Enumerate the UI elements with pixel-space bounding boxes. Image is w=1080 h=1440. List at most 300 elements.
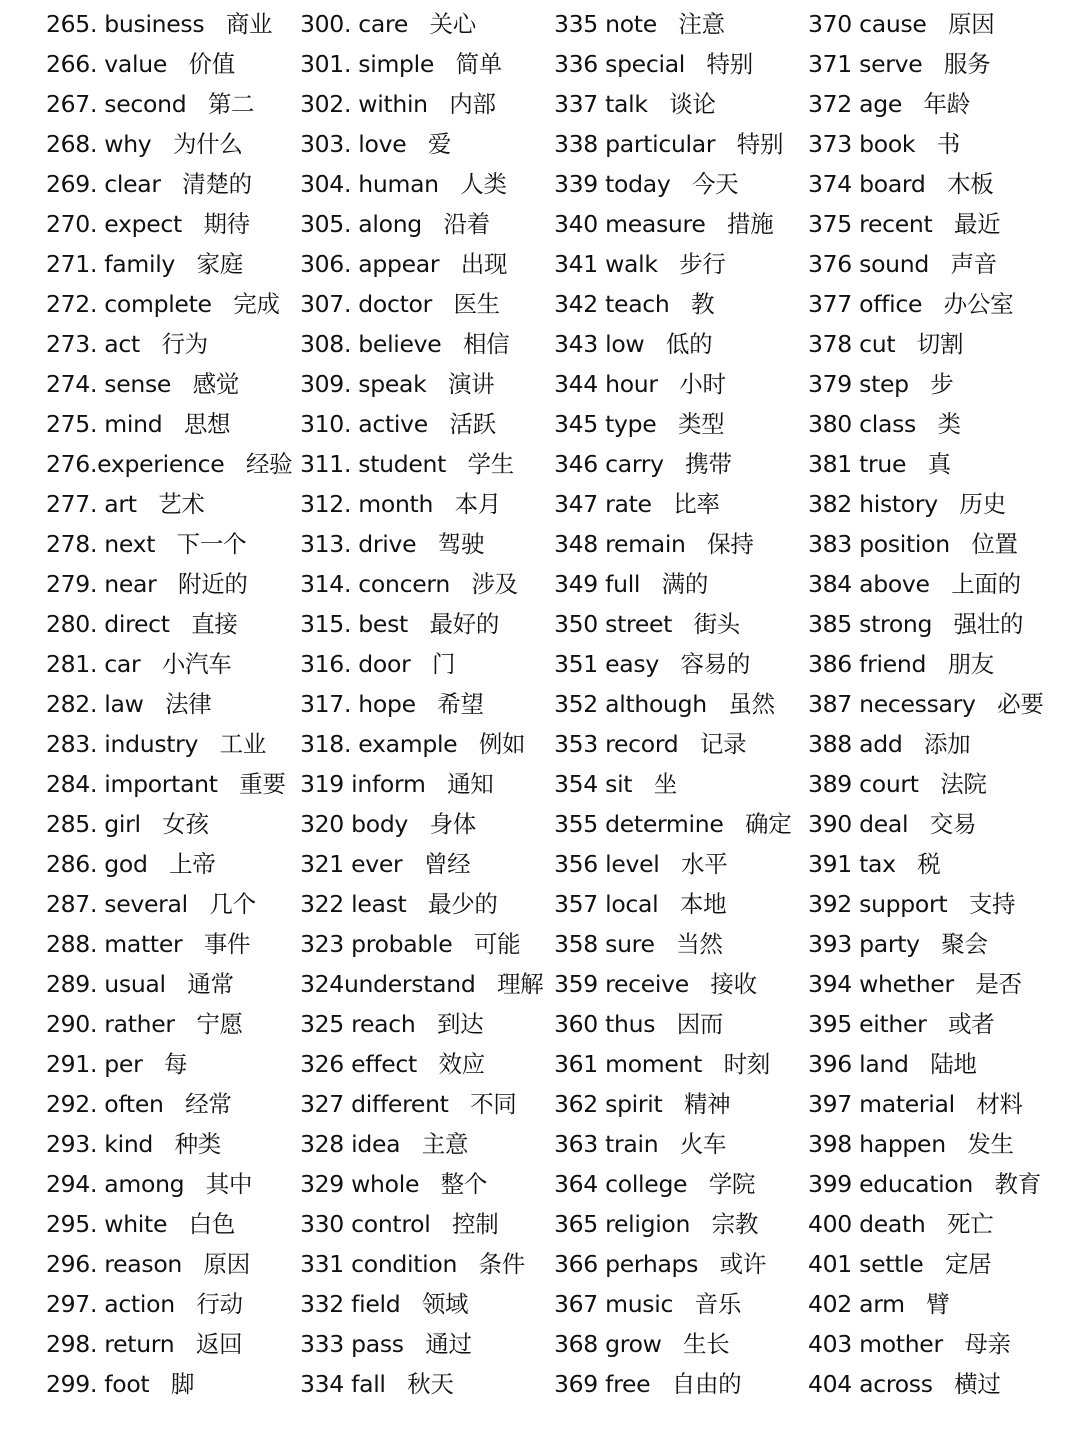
chinese-meaning: 女孩	[162, 810, 209, 838]
vocab-entry	[46, 604, 296, 644]
english-word: 278. next	[46, 530, 156, 558]
chinese-meaning: 自由的	[671, 1370, 742, 1398]
vocab-entry	[46, 1284, 296, 1324]
english-word: 335 note	[554, 10, 657, 38]
english-word: 301. simple	[300, 50, 435, 78]
chinese-meaning: 家庭	[196, 250, 243, 278]
english-word: 364 college	[554, 1170, 688, 1198]
vocab-entry	[300, 164, 550, 204]
vocab-entry	[554, 764, 804, 804]
english-word: 378 cut	[808, 330, 896, 358]
chinese-meaning: 小时	[679, 370, 726, 398]
vocab-entry	[300, 804, 550, 844]
chinese-meaning: 水平	[681, 850, 728, 878]
vocab-entry	[46, 1124, 296, 1164]
chinese-meaning: 或者	[948, 1010, 995, 1038]
english-word: 353 record	[554, 730, 679, 758]
vocab-entry	[554, 1004, 804, 1044]
vocab-entry	[808, 964, 1058, 1004]
vocab-column-4	[808, 4, 1058, 1404]
vocab-entry	[554, 4, 804, 44]
english-word: 397 material	[808, 1090, 955, 1118]
chinese-meaning: 特别	[706, 50, 753, 78]
vocab-entry	[808, 1124, 1058, 1164]
chinese-meaning: 记录	[699, 730, 747, 758]
vocab-entry	[300, 964, 550, 1004]
vocab-entry	[808, 284, 1058, 324]
english-word: 334 fall	[300, 1370, 386, 1398]
vocab-entry	[554, 204, 804, 244]
english-word: 326 effect	[300, 1050, 417, 1078]
vocab-entry	[46, 1364, 296, 1404]
english-word: 395 either	[808, 1010, 927, 1038]
vocab-entry	[808, 1284, 1058, 1324]
vocab-entry	[46, 924, 296, 964]
english-word: 327 different	[300, 1090, 449, 1118]
vocab-entry	[554, 444, 804, 484]
english-word: 362 spirit	[554, 1090, 663, 1118]
chinese-meaning: 小汽车	[161, 650, 232, 678]
chinese-meaning: 主意	[421, 1130, 469, 1158]
vocab-entry	[554, 1324, 804, 1364]
chinese-meaning: 真	[927, 450, 951, 478]
chinese-meaning: 接收	[710, 970, 757, 998]
chinese-meaning: 出现	[460, 250, 508, 278]
chinese-meaning: 办公室	[943, 290, 1014, 318]
chinese-meaning: 通过	[425, 1330, 472, 1358]
chinese-meaning: 宗教	[711, 1210, 759, 1238]
chinese-meaning: 本地	[679, 890, 727, 918]
english-word: 302. within	[300, 90, 428, 118]
english-word: 304. human	[300, 170, 439, 198]
chinese-meaning: 商业	[225, 10, 273, 38]
vocab-entry	[808, 644, 1058, 684]
chinese-meaning: 当然	[676, 930, 723, 958]
chinese-meaning: 思想	[183, 410, 231, 438]
vocab-entry	[300, 884, 550, 924]
english-word: 339 today	[554, 170, 671, 198]
english-word: 342 teach	[554, 290, 670, 318]
chinese-meaning: 价值	[188, 50, 235, 78]
vocab-entry	[808, 804, 1058, 844]
chinese-meaning: 因而	[676, 1010, 724, 1038]
vocab-entry	[46, 804, 296, 844]
chinese-meaning: 种类	[174, 1130, 221, 1158]
chinese-meaning: 位置	[971, 530, 1018, 558]
english-word: 359 receive	[554, 970, 689, 998]
vocab-entry	[808, 1244, 1058, 1284]
chinese-meaning: 发生	[967, 1130, 1014, 1158]
english-word: 291. per	[46, 1050, 143, 1078]
chinese-meaning: 内部	[449, 90, 496, 118]
chinese-meaning: 街头	[693, 610, 740, 638]
chinese-meaning: 不同	[470, 1090, 517, 1118]
vocab-entry	[300, 924, 550, 964]
chinese-meaning: 沿着	[443, 210, 490, 238]
vocab-column-1	[46, 4, 296, 1404]
chinese-meaning: 爱	[427, 130, 452, 158]
english-word: 274. sense	[46, 370, 172, 398]
chinese-meaning: 通知	[447, 770, 494, 798]
chinese-meaning: 虽然	[728, 690, 775, 718]
chinese-meaning: 第二	[207, 90, 255, 118]
chinese-meaning: 整个	[440, 1170, 488, 1198]
chinese-meaning: 下一个	[176, 530, 247, 558]
english-word: 401 settle	[808, 1250, 924, 1278]
chinese-meaning: 步行	[679, 250, 726, 278]
english-word: 349 full	[554, 570, 641, 598]
chinese-meaning: 门	[431, 650, 456, 678]
english-word: 305. along	[300, 210, 422, 238]
english-word: 280. direct	[46, 610, 170, 638]
chinese-meaning: 几个	[209, 890, 256, 918]
english-word: 390 deal	[808, 810, 909, 838]
vocab-entry	[46, 484, 296, 524]
english-word: 300. care	[300, 10, 409, 38]
english-word: 385 strong	[808, 610, 933, 638]
vocab-entry	[46, 844, 296, 884]
chinese-meaning: 声音	[950, 250, 997, 278]
vocab-entry	[46, 524, 296, 564]
english-word: 358 sure	[554, 930, 655, 958]
english-word: 279. near	[46, 570, 157, 598]
english-word: 379 step	[808, 370, 909, 398]
english-word: 276.experience	[46, 450, 225, 478]
english-word: 354 sit	[554, 770, 633, 798]
chinese-meaning: 希望	[437, 690, 484, 718]
chinese-meaning: 经常	[185, 1090, 232, 1118]
english-word: 306. appear	[300, 250, 440, 278]
chinese-meaning: 附近的	[178, 570, 248, 598]
vocab-entry	[554, 1124, 804, 1164]
chinese-meaning: 行动	[196, 1290, 243, 1318]
chinese-meaning: 定居	[944, 1250, 992, 1278]
english-word: 318. example	[300, 730, 458, 758]
english-word: 367 music	[554, 1290, 674, 1318]
english-word: 389 court	[808, 770, 919, 798]
vocab-entry	[554, 844, 804, 884]
vocab-entry	[300, 684, 550, 724]
chinese-meaning: 返回	[195, 1330, 243, 1358]
chinese-meaning: 教育	[994, 1170, 1041, 1198]
vocab-entry	[46, 1204, 296, 1244]
chinese-meaning: 交易	[929, 810, 977, 838]
vocab-entry	[808, 524, 1058, 564]
vocab-entry	[46, 124, 296, 164]
english-word: 337 talk	[554, 90, 648, 118]
chinese-meaning: 上帝	[169, 850, 216, 878]
vocab-entry	[808, 924, 1058, 964]
vocab-entry	[808, 84, 1058, 124]
english-word: 319 inform	[300, 770, 426, 798]
english-word: 400 death	[808, 1210, 926, 1238]
english-word: 348 remain	[554, 530, 686, 558]
english-word: 387 necessary	[808, 690, 976, 718]
chinese-meaning: 低的	[665, 330, 713, 358]
english-word: 310. active	[300, 410, 428, 438]
chinese-meaning: 满的	[661, 570, 709, 598]
vocab-entry	[554, 804, 804, 844]
english-word: 312. month	[300, 490, 434, 518]
english-word: 368 grow	[554, 1330, 662, 1358]
english-word: 381 true	[808, 450, 907, 478]
english-word: 369 free	[554, 1370, 651, 1398]
vocab-entry	[46, 1084, 296, 1124]
english-word: 376 sound	[808, 250, 929, 278]
english-word: 323 probable	[300, 930, 453, 958]
chinese-meaning: 效应	[438, 1050, 485, 1078]
english-word: 289. usual	[46, 970, 166, 998]
chinese-meaning: 教	[691, 290, 715, 318]
vocab-entry	[554, 1084, 804, 1124]
english-word: 272. complete	[46, 290, 212, 318]
vocab-entry	[300, 4, 550, 44]
vocab-entry	[554, 724, 804, 764]
vocab-entry	[554, 884, 804, 924]
vocab-entry	[300, 1044, 550, 1084]
vocab-entry	[300, 1204, 550, 1244]
vocab-entry	[808, 324, 1058, 364]
chinese-meaning: 步	[930, 370, 954, 398]
vocab-entry	[554, 1364, 804, 1404]
english-word: 336 special	[554, 50, 686, 78]
chinese-meaning: 完成	[233, 290, 280, 318]
chinese-meaning: 谈论	[669, 90, 716, 118]
english-word: 317. hope	[300, 690, 416, 718]
vocab-entry	[808, 364, 1058, 404]
vocab-entry	[300, 124, 550, 164]
vocab-entry	[300, 324, 550, 364]
chinese-meaning: 白色	[188, 1210, 236, 1238]
english-word: 297. action	[46, 1290, 175, 1318]
chinese-meaning: 控制	[452, 1210, 499, 1238]
english-word: 350 street	[554, 610, 673, 638]
english-word: 347 rate	[554, 490, 652, 518]
english-word: 356 level	[554, 850, 660, 878]
vocab-entry	[46, 44, 296, 84]
english-word: 398 happen	[808, 1130, 946, 1158]
vocab-entry	[554, 364, 804, 404]
vocab-entry	[46, 1004, 296, 1044]
chinese-meaning: 脚	[170, 1370, 195, 1398]
vocab-entry	[808, 764, 1058, 804]
vocab-entry	[808, 1044, 1058, 1084]
vocab-entry	[300, 764, 550, 804]
vocab-entry	[300, 364, 550, 404]
english-word: 384 above	[808, 570, 930, 598]
chinese-meaning: 曾经	[423, 850, 471, 878]
vocab-entry	[808, 4, 1058, 44]
vocab-entry	[46, 1044, 296, 1084]
english-word: 303. love	[300, 130, 407, 158]
english-word: 286. god	[46, 850, 148, 878]
english-word: 373 book	[808, 130, 916, 158]
chinese-meaning: 保持	[707, 530, 754, 558]
chinese-meaning: 演讲	[447, 370, 495, 398]
chinese-meaning: 经验	[245, 450, 293, 478]
english-word: 344 hour	[554, 370, 658, 398]
chinese-meaning: 切割	[916, 330, 964, 358]
english-word: 352 although	[554, 690, 707, 718]
chinese-meaning: 学生	[467, 450, 514, 478]
vocab-entry	[300, 284, 550, 324]
english-word: 284. important	[46, 770, 218, 798]
english-word: 382 history	[808, 490, 938, 518]
chinese-meaning: 最好的	[429, 610, 500, 638]
chinese-meaning: 时刻	[723, 1050, 770, 1078]
english-word: 268. why	[46, 130, 152, 158]
english-word: 316. door	[300, 650, 411, 678]
english-word: 294. among	[46, 1170, 185, 1198]
chinese-meaning: 最少的	[428, 890, 498, 918]
chinese-meaning: 或许	[719, 1250, 767, 1278]
english-word: 375 recent	[808, 210, 933, 238]
chinese-meaning: 精神	[683, 1090, 731, 1118]
vocab-entry	[46, 1164, 296, 1204]
english-word: 315. best	[300, 610, 408, 638]
vocab-entry	[808, 444, 1058, 484]
vocab-entry	[554, 1164, 804, 1204]
english-word: 283. industry	[46, 730, 199, 758]
vocab-entry	[808, 564, 1058, 604]
vocab-entry	[300, 604, 550, 644]
chinese-meaning: 理解	[496, 970, 544, 998]
vocab-entry	[808, 724, 1058, 764]
english-word: 307. doctor	[300, 290, 432, 318]
vocab-entry	[554, 404, 804, 444]
vocab-entry	[554, 924, 804, 964]
english-word: 292. often	[46, 1090, 164, 1118]
vocab-entry	[808, 1164, 1058, 1204]
chinese-meaning: 本月	[454, 490, 501, 518]
chinese-meaning: 措施	[727, 210, 774, 238]
vocab-entry	[808, 124, 1058, 164]
english-word: 343 low	[554, 330, 645, 358]
chinese-meaning: 重要	[239, 770, 286, 798]
vocab-entry	[300, 1244, 550, 1284]
vocab-column-3	[554, 4, 804, 1404]
english-word: 341 walk	[554, 250, 658, 278]
chinese-meaning: 必要	[997, 690, 1044, 718]
english-word: 287. several	[46, 890, 188, 918]
english-word: 404 across	[808, 1370, 933, 1398]
english-word: 266. value	[46, 50, 167, 78]
vocab-entry	[46, 284, 296, 324]
vocab-entry	[808, 844, 1058, 884]
vocab-entry	[300, 724, 550, 764]
vocab-entry	[300, 1324, 550, 1364]
vocab-entry	[300, 1364, 550, 1404]
chinese-meaning: 坐	[653, 770, 677, 798]
vocab-entry	[300, 1004, 550, 1044]
chinese-meaning: 艺术	[158, 490, 205, 518]
vocab-entry	[554, 964, 804, 1004]
chinese-meaning: 陆地	[930, 1050, 977, 1078]
english-word: 265. business	[46, 10, 205, 38]
english-word: 396 land	[808, 1050, 909, 1078]
english-word: 295. white	[46, 1210, 168, 1238]
chinese-meaning: 活跃	[449, 410, 496, 438]
english-word: 333 pass	[300, 1330, 404, 1358]
chinese-meaning: 今天	[691, 170, 739, 198]
english-word: 285. girl	[46, 810, 141, 838]
chinese-meaning: 横过	[954, 1370, 1001, 1398]
chinese-meaning: 秋天	[407, 1370, 454, 1398]
vocab-entry	[554, 244, 804, 284]
english-word: 281. car	[46, 650, 141, 678]
vocab-entry	[46, 204, 296, 244]
vocab-entry	[554, 1204, 804, 1244]
chinese-meaning: 法律	[165, 690, 212, 718]
vocab-entry	[300, 484, 550, 524]
chinese-meaning: 关心	[429, 10, 476, 38]
chinese-meaning: 类型	[677, 410, 725, 438]
vocab-entry	[300, 444, 550, 484]
english-word: 324understand	[300, 970, 476, 998]
vocab-entry	[46, 964, 296, 1004]
english-word: 370 cause	[808, 10, 927, 38]
english-word: 270. expect	[46, 210, 182, 238]
vocab-entry	[46, 244, 296, 284]
vocab-entry	[554, 84, 804, 124]
vocab-entry	[46, 564, 296, 604]
chinese-meaning: 人类	[460, 170, 507, 198]
english-word: 388 add	[808, 730, 903, 758]
vocab-entry	[554, 1284, 804, 1324]
vocab-entry	[46, 1244, 296, 1284]
chinese-meaning: 领域	[421, 1290, 469, 1318]
chinese-meaning: 可能	[473, 930, 521, 958]
vocab-entry	[554, 484, 804, 524]
chinese-meaning: 例如	[478, 730, 526, 758]
vocab-entry	[554, 1244, 804, 1284]
chinese-meaning: 音乐	[694, 1290, 742, 1318]
chinese-meaning: 身体	[429, 810, 476, 838]
english-word: 271. family	[46, 250, 176, 278]
english-word: 394 whether	[808, 970, 954, 998]
chinese-meaning: 材料	[976, 1090, 1023, 1118]
english-word: 361 moment	[554, 1050, 703, 1078]
vocab-entry	[808, 1364, 1058, 1404]
english-word: 331 condition	[300, 1250, 458, 1278]
chinese-meaning: 直接	[191, 610, 238, 638]
chinese-meaning: 书	[936, 130, 960, 158]
chinese-meaning: 容易的	[680, 650, 751, 678]
chinese-meaning: 特别	[736, 130, 784, 158]
chinese-meaning: 朋友	[947, 650, 994, 678]
english-word: 299. foot	[46, 1370, 150, 1398]
vocab-entry	[554, 644, 804, 684]
chinese-meaning: 服务	[943, 50, 991, 78]
english-word: 322 least	[300, 890, 407, 918]
english-word: 338 particular	[554, 130, 716, 158]
chinese-meaning: 类	[937, 410, 961, 438]
english-word: 275. mind	[46, 410, 163, 438]
vocab-entry	[554, 44, 804, 84]
chinese-meaning: 年龄	[923, 90, 970, 118]
vocab-entry	[554, 1044, 804, 1084]
english-word: 377 office	[808, 290, 923, 318]
chinese-meaning: 涉及	[471, 570, 518, 598]
english-word: 332 field	[300, 1290, 401, 1318]
vocab-entry	[46, 324, 296, 364]
english-word: 371 serve	[808, 50, 923, 78]
vocab-entry	[300, 1124, 550, 1164]
english-word: 267. second	[46, 90, 187, 118]
english-word: 392 support	[808, 890, 948, 918]
chinese-meaning: 到达	[436, 1010, 484, 1038]
english-word: 363 train	[554, 1130, 659, 1158]
